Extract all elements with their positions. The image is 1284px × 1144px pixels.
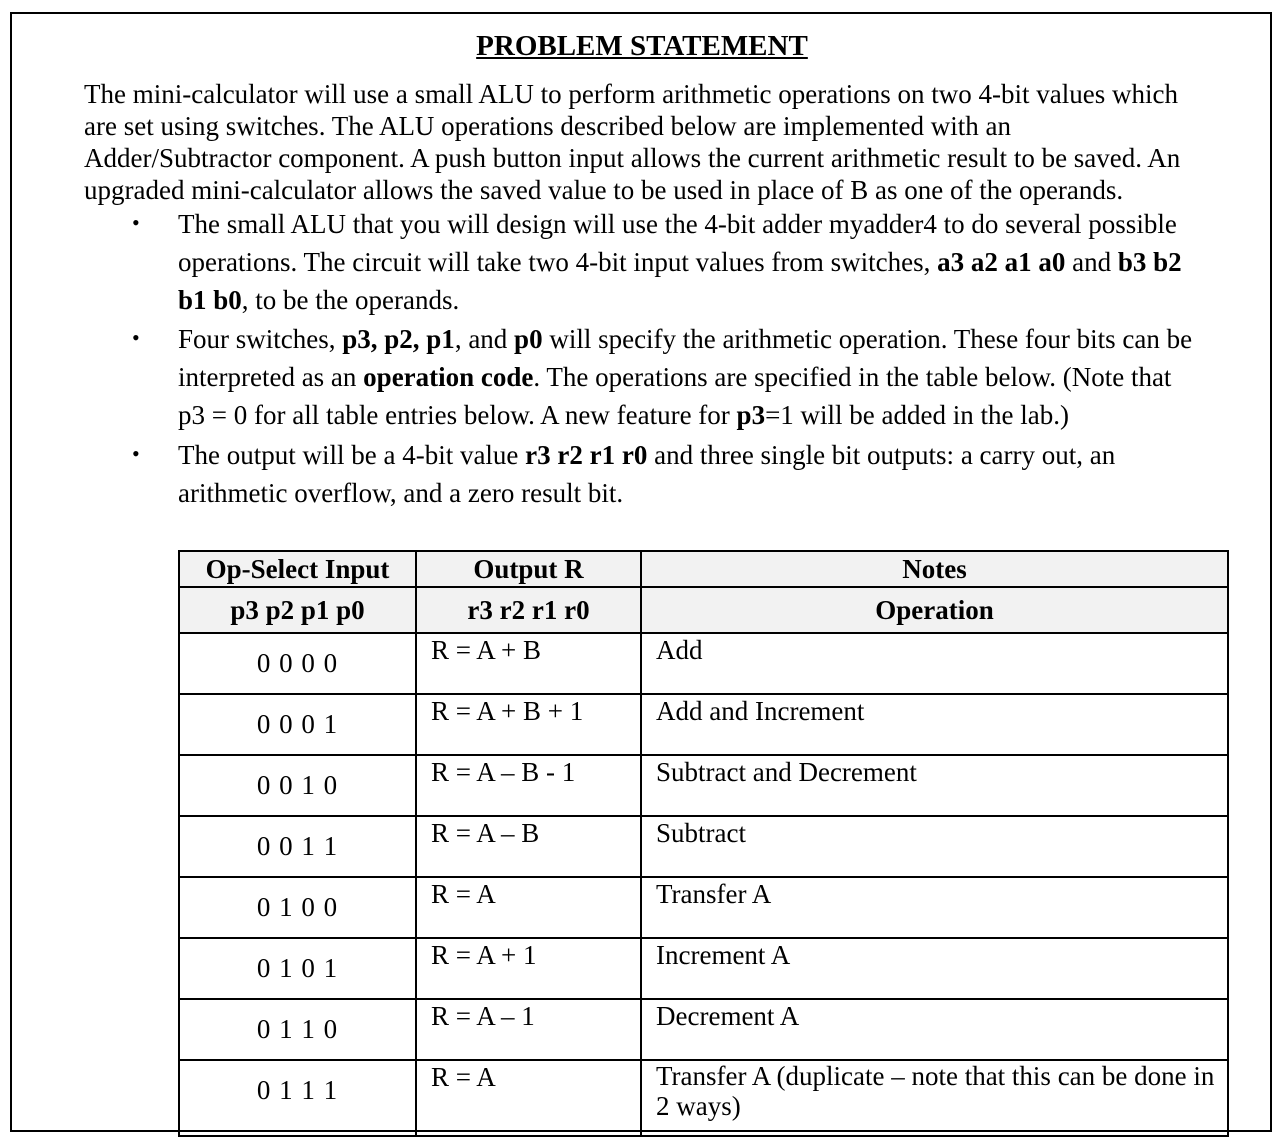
opcode-cell: 0 0 0 1: [179, 694, 416, 755]
bullet-marker: •: [132, 210, 140, 235]
bullet-line: [178, 396, 1192, 434]
opcode-cell: 0 0 0 0: [179, 633, 416, 694]
bullet-text: [178, 320, 1192, 434]
table-row: [179, 999, 1228, 1060]
note-cell: Transfer A (duplicate – note that this can be done in 2 ways): [641, 1060, 1228, 1136]
page-title: PROBLEM STATEMENT: [476, 30, 808, 62]
table-header-row: [179, 551, 1228, 587]
output-cell: R = A – B: [416, 816, 641, 877]
bullet-marker: •: [132, 441, 140, 466]
header-output: Output R: [416, 551, 641, 587]
bullet-line: [178, 281, 1182, 319]
text-run: arithmetic overflow, and a zero result bit.: [178, 478, 624, 508]
bullet-text: [178, 205, 1182, 319]
table-row: [179, 877, 1228, 938]
subheader-r-bits: r3 r2 r1 r0: [416, 587, 641, 633]
intro-line: Adder/Subtractor component. A push button input allows the current arithmetic result to be saved. An: [84, 143, 1181, 173]
opcode-cell: 0 1 1 1: [179, 1060, 416, 1136]
bullet-text: [178, 436, 1115, 512]
bullet-line: [178, 474, 1115, 512]
output-cell: R = A – 1: [416, 999, 641, 1060]
table-row: [179, 816, 1228, 877]
bullet-line: [178, 320, 1192, 358]
output-cell: R = A: [416, 877, 641, 938]
bold-term: p0: [514, 324, 543, 354]
output-cell: R = A + B: [416, 633, 641, 694]
text-run: will specify the arithmetic operation. These four bits can be: [542, 324, 1193, 354]
bullet-marker: •: [132, 325, 140, 350]
bullet-line: [178, 243, 1182, 281]
bold-term: p3, p2, p1: [342, 324, 455, 354]
header-notes: Notes: [641, 551, 1228, 587]
subheader-p-bits: p3 p2 p1 p0: [179, 587, 416, 633]
output-cell: R = A – B - 1: [416, 755, 641, 816]
note-cell: Subtract and Decrement: [641, 755, 1228, 816]
text-run: The small ALU that you will design will use the 4-bit adder myadder4 to do several possible: [178, 209, 1177, 239]
note-cell: Transfer A: [641, 877, 1228, 938]
text-run: Four switches,: [178, 324, 343, 354]
text-run: , and: [454, 324, 515, 354]
bold-term: p3: [736, 400, 766, 430]
table-subheader-row: [179, 587, 1228, 633]
text-run: and: [1065, 247, 1118, 277]
intro-line: The mini-calculator will use a small ALU to perform arithmetic operations on two 4-bit values which: [84, 79, 1178, 109]
text-run: p3 = 0 for all table entries below. A new feature for: [178, 400, 737, 430]
intro-line: are set using switches. The ALU operations described below are implemented with an: [84, 111, 1011, 141]
opcode-cell: 0 1 1 0: [179, 999, 416, 1060]
bullet-line: [178, 205, 1182, 243]
header-op-select: Op-Select Input: [179, 551, 416, 587]
opcode-cell: 0 0 1 1: [179, 816, 416, 877]
note-cell: Add and Increment: [641, 694, 1228, 755]
table-row: [179, 938, 1228, 999]
opcode-cell: 0 1 0 0: [179, 877, 416, 938]
bold-term: operation code: [363, 362, 534, 392]
opcode-cell: 0 0 1 0: [179, 755, 416, 816]
text-run: operations. The circuit will take two 4-bit input values from switches,: [178, 247, 938, 277]
text-run: The output will be a 4-bit value: [178, 440, 526, 470]
opcode-cell: 0 1 0 1: [179, 938, 416, 999]
text-run: . The operations are specified in the table below. (Note that: [533, 362, 1172, 392]
table-row: [179, 694, 1228, 755]
text-run: interpreted as an: [178, 362, 364, 392]
table-row: [179, 1060, 1228, 1136]
text-run: , to be the operands.: [241, 285, 460, 315]
bullet-line: [178, 436, 1115, 474]
opcode-table: [178, 550, 1229, 1137]
bold-term: r3 r2 r1 r0: [525, 440, 648, 470]
text-run: =1 will be added in the lab.): [765, 400, 1069, 430]
note-cell: Add: [641, 633, 1228, 694]
output-cell: R = A + 1: [416, 938, 641, 999]
subheader-operation: Operation: [641, 587, 1228, 633]
intro-line: upgraded mini-calculator allows the saved value to be used in place of B as one of the operands.: [84, 175, 1124, 205]
output-cell: R = A: [416, 1060, 641, 1136]
output-cell: R = A + B + 1: [416, 694, 641, 755]
intro-paragraph: [84, 78, 1259, 206]
note-cell: Subtract: [641, 816, 1228, 877]
table-row: [179, 633, 1228, 694]
text-run: and three single bit outputs: a carry out, an: [647, 440, 1116, 470]
note-cell: Increment A: [641, 938, 1228, 999]
bold-term: a3 a2 a1 a0: [937, 247, 1066, 277]
table-row: [179, 755, 1228, 816]
note-cell: Decrement A: [641, 999, 1228, 1060]
bullet-line: [178, 358, 1192, 396]
bold-term: b1 b0: [178, 285, 242, 315]
bold-term: b3 b2: [1117, 247, 1182, 277]
